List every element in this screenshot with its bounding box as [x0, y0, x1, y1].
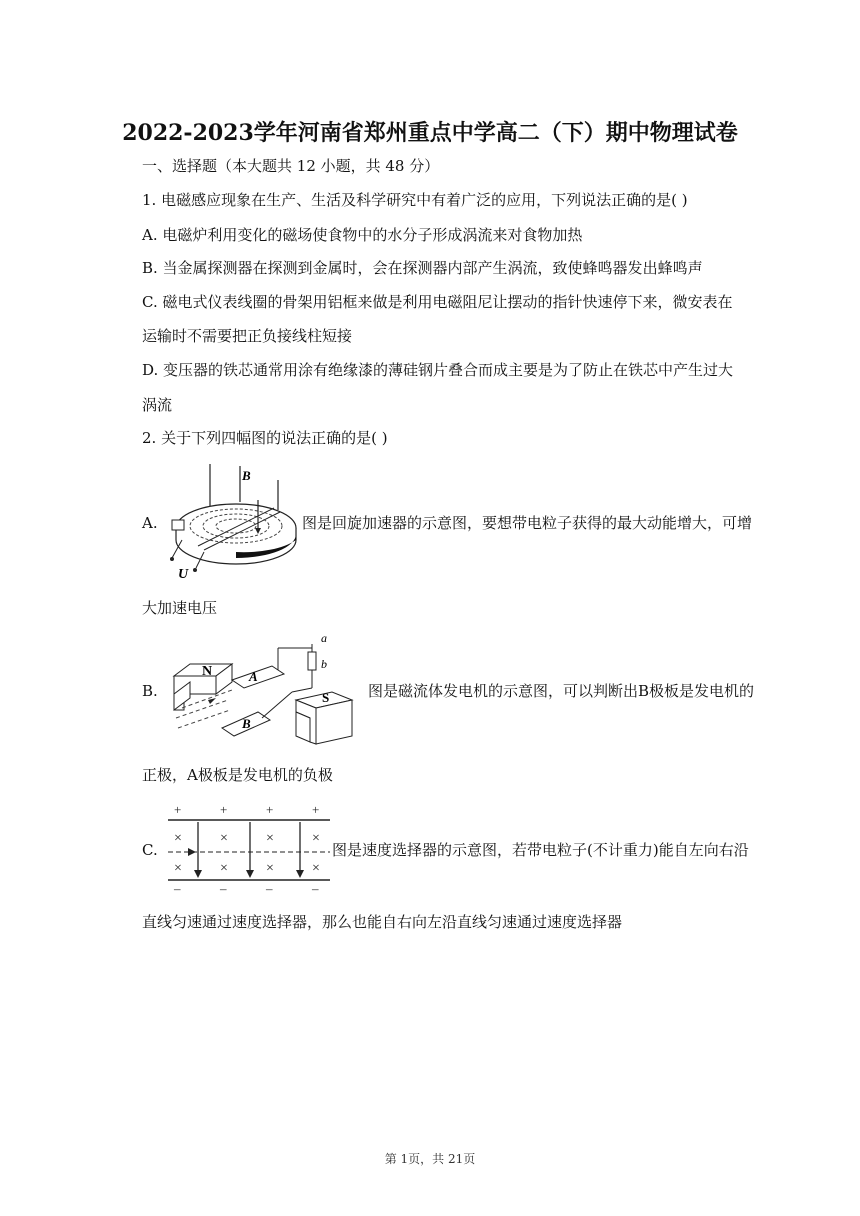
q2-option-c-label: C. — [142, 841, 158, 859]
q2-option-a-text1: 图是回旋加速器的示意图，要想带电粒子获得的最大动能增大，可增 — [302, 514, 753, 532]
minus-sign: – — [266, 881, 273, 894]
q2-option-b-text2: 正极，A极板是发电机的负极 — [142, 766, 333, 784]
q1-option-c-line1: C. 磁电式仪表线圈的骨架用铝框来做是利用电磁阻尼让摆动的指针快速停下来，微安表在 — [142, 293, 733, 311]
plus-sign: + — [220, 802, 228, 817]
page-footer: 第 1页，共 21页 — [384, 1152, 476, 1166]
q2-option-c-text1: 图是速度选择器的示意图，若带电粒子(不计重力)能自左向右沿 — [332, 841, 749, 859]
q2-option-a-text2: 大加速电压 — [142, 599, 218, 617]
q1-stem: 1. 电磁感应现象在生产、生活及科学研究中有着广泛的应用，下列说法正确的是( ) — [142, 191, 688, 209]
plus-sign: + — [266, 802, 274, 817]
q1-option-c-line2: 运输时不需要把正负接线柱短接 — [142, 327, 353, 345]
plate-b-label: B — [242, 716, 251, 731]
cross-mark: × — [266, 861, 274, 876]
cyclotron-figure — [162, 460, 300, 582]
terminal-a-label: a — [321, 631, 327, 645]
cross-mark: × — [312, 831, 320, 846]
plus-sign: + — [312, 802, 320, 817]
plate-a-label: A — [249, 669, 258, 684]
q2-option-b-text1: 图是磁流体发电机的示意图，可以判断出B极板是发电机的 — [368, 682, 755, 700]
minus-sign: – — [220, 881, 227, 894]
cyclotron-b-label: B — [242, 468, 251, 483]
minus-sign: – — [312, 881, 319, 894]
cross-mark: × — [266, 831, 274, 846]
cross-mark: × — [312, 861, 320, 876]
cross-mark: × — [220, 861, 228, 876]
magnet-s-label: S — [322, 690, 330, 705]
q2-option-a-label: A. — [142, 514, 158, 532]
q1-option-d-line2: 涡流 — [142, 396, 173, 414]
minus-sign: – — [174, 881, 181, 894]
magnet-n-label: N — [202, 664, 213, 679]
q1-option-b: B. 当金属探测器在探测到金属时，会在探测器内部产生涡流，致使蜂鸣器发出蜂鸣声 — [142, 259, 703, 277]
section-heading: 一、选择题（本大题共 12 小题，共 48 分） — [142, 157, 440, 175]
terminal-b-label: b — [321, 657, 327, 671]
page-title: 2022-2023学年河南省郑州重点中学高二（下）期中物理试卷 — [122, 120, 738, 146]
mhd-generator-figure — [162, 628, 366, 750]
cross-mark: × — [174, 861, 182, 876]
cross-mark: × — [220, 831, 228, 846]
q2-option-c-text2: 直线匀速通过速度选择器，那么也能自右向左沿直线匀速通过速度选择器 — [142, 913, 623, 931]
plus-sign: + — [174, 802, 182, 817]
q1-option-d-line1: D. 变压器的铁芯通常用涂有绝缘漆的薄硅钢片叠合而成主要是为了防止在铁芯中产生过大 — [142, 361, 734, 379]
velocity-selector-figure — [162, 800, 332, 894]
cross-mark: × — [174, 831, 182, 846]
q1-option-a: A. 电磁炉利用变化的磁场使食物中的水分子形成涡流来对食物加热 — [142, 226, 583, 244]
q2-stem: 2. 关于下列四幅图的说法正确的是( ) — [142, 429, 388, 447]
cyclotron-u-label: U — [178, 567, 189, 582]
q2-option-b-label: B. — [142, 682, 158, 700]
